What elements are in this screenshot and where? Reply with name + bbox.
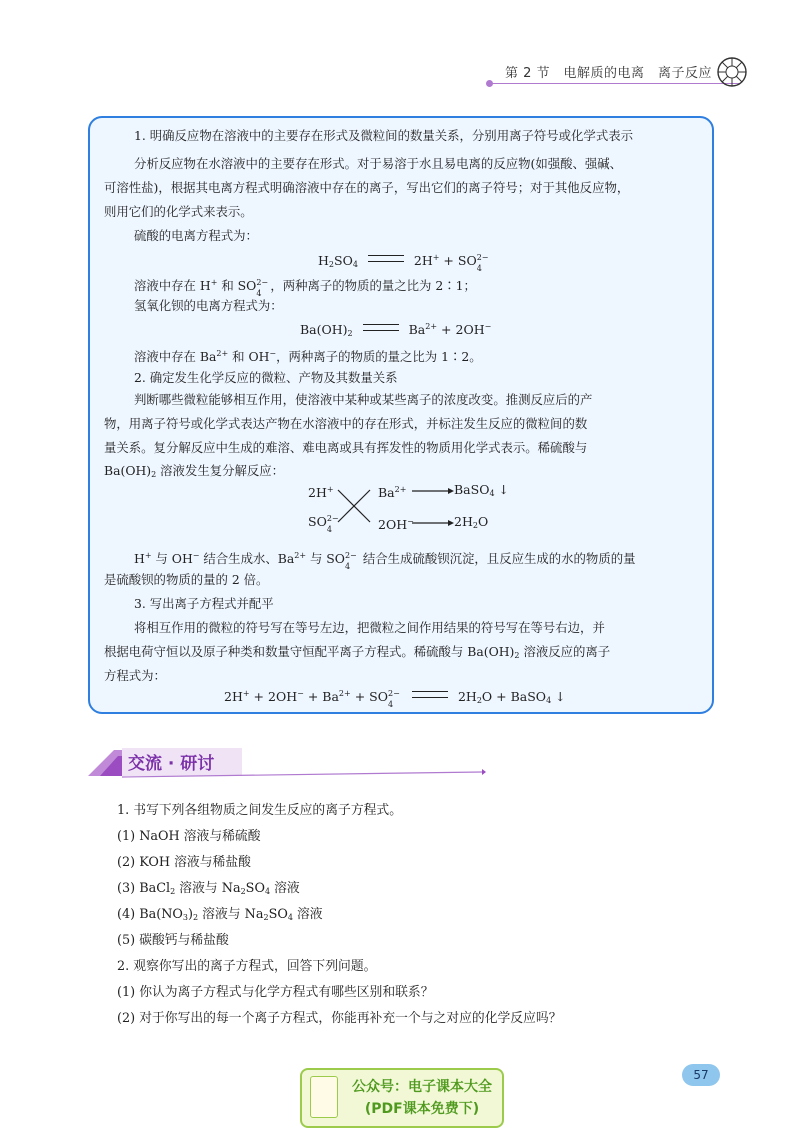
paragraph: 硫酸的电离方程式为： xyxy=(134,228,258,243)
scheme-h-ion: 2H+ xyxy=(308,485,334,500)
method-box xyxy=(88,116,714,714)
watermark-line-1: 公众号：电子课本大全 xyxy=(352,1079,492,1095)
equals-sign xyxy=(368,255,404,262)
scheme-so4-ion: SO 2− 4 xyxy=(308,514,339,534)
paragraph: $Ba(OH)_2$ 溶液发生复分解反应： xyxy=(104,463,285,479)
paragraph: 则用它们的化学式来表示。 xyxy=(104,204,253,219)
section-title: 交流 · 研讨 xyxy=(128,754,215,774)
scheme-cross-lines xyxy=(308,478,528,534)
net-ionic-equation: $2H^+ + 2OH^- + Ba^{2+}$ + SO 2− 4 $2H_2O$ + BaSO$_4$ ↓ xyxy=(224,689,566,709)
paragraph: 溶液中存在 $Ba^{2+}$ 和 OH−，两种离子的物质的量之比为 1∶2。 xyxy=(134,349,482,364)
barium-hydroxide-ionization-equation: $Ba(OH)_2$ $Ba^{2+} + 2OH^-$ xyxy=(300,322,492,338)
page-number: 57 xyxy=(682,1064,720,1086)
discussion-section-header xyxy=(86,746,486,780)
question-1-item: (1) NaOH 溶液与稀硫酸 xyxy=(117,829,261,844)
scheme-product-baso4: BaSO$_4$ ↓ xyxy=(454,482,510,498)
chapter-section-title: 第 2 节 电解质的电离 离子反应 xyxy=(505,66,713,81)
watermark-badge xyxy=(300,1068,504,1128)
paragraph: 分析反应物在水溶液中的主要存在形式。对于易溶于水且易电离的反应物(如强酸、强碱、 xyxy=(134,156,623,171)
reaction-scheme xyxy=(308,478,528,534)
question-1-item: (5) 碳酸钙与稀盐酸 xyxy=(117,933,229,948)
paragraph: 氢氧化钡的电离方程式为： xyxy=(134,298,283,313)
question-1-item: (3) BaCl$_2$ 溶液与 $Na_2SO_4$ 溶液 xyxy=(117,881,300,896)
watermark-line-2: (PDF课本免费下) xyxy=(364,1101,480,1117)
equals-sign xyxy=(412,691,448,698)
question-1-item: (4) $Ba(NO_3)_2$ 溶液与 $Na_2SO_4$ 溶液 xyxy=(117,907,323,922)
paragraph: 量关系。复分解反应中生成的难溶、难电离或具有挥发性的物质用化学式表示。稀硫酸与 xyxy=(104,440,588,455)
header-rule xyxy=(490,83,740,84)
book-icon xyxy=(310,1076,338,1118)
paragraph: 方程式为： xyxy=(104,668,166,683)
sulfuric-acid-ionization-equation: $H_2SO_4$ 2H+ + SO 2− 4 xyxy=(318,253,489,273)
paragraph: 是硫酸钡的物质的量的 2 倍。 xyxy=(104,572,269,587)
question-2: 2. 观察你写出的离子方程式，回答下列问题。 xyxy=(117,959,377,974)
scheme-product-water: $2H_2O$ xyxy=(454,514,489,530)
paragraph: 可溶性盐)，根据其电离方程式明确溶液中存在的离子，写出它们的离子符号；对于其他反应物， xyxy=(104,180,630,195)
scheme-ba-ion: $Ba^{2+}$ xyxy=(378,485,407,500)
step-3-heading: 3. 写出离子方程式并配平 xyxy=(134,596,274,611)
question-1-item: (2) KOH 溶液与稀盐酸 xyxy=(117,855,251,870)
scheme-oh-ion: 2OH− xyxy=(378,517,414,532)
paragraph: 溶液中存在 H+ 和 SO 2− 4 ，两种离子的物质的量之比为 2∶1； xyxy=(134,278,476,298)
paragraph: 物，用离子符号或化学式表达产物在水溶液中的存在形式，并标注发生反应的微粒间的数 xyxy=(104,416,588,431)
paragraph: H+ 与 OH− 结合生成水、$Ba^{2+}$ 与 SO 2− 4 结合生成硫酸钡沉淀，且反应生成的水的物质的量 xyxy=(134,551,636,571)
question-1: 1. 书写下列各组物质之间发生反应的离子方程式。 xyxy=(117,803,403,818)
paragraph: 根据电荷守恒以及原子种类和数量守恒配平离子方程式。稀硫酸与 $Ba(OH)_2$ 溶液反应的离子 xyxy=(104,644,611,660)
step-1-heading: 1. 明确反应物在溶液中的主要存在形式及微粒间的数量关系，分别用离子符号或化学式表示 xyxy=(134,128,633,143)
paragraph: 将相互作用的微粒的符号写在等号左边，把微粒之间作用结果的符号写在等号右边，并 xyxy=(134,620,605,635)
molecule-ball-icon xyxy=(716,56,748,88)
question-2-item: (1) 你认为离子方程式与化学方程式有哪些区别和联系？ xyxy=(117,985,434,1000)
paragraph: 判断哪些微粒能够相互作用，使溶液中某种或某些离子的浓度改变。推测反应后的产 xyxy=(134,392,593,407)
equals-sign xyxy=(363,324,399,331)
question-2-item: (2) 对于你写出的每一个离子方程式，你能再补充一个与之对应的化学反应吗？ xyxy=(117,1011,562,1026)
step-2-heading: 2. 确定发生化学反应的微粒、产物及其数量关系 xyxy=(134,370,398,385)
page-header xyxy=(0,56,800,92)
